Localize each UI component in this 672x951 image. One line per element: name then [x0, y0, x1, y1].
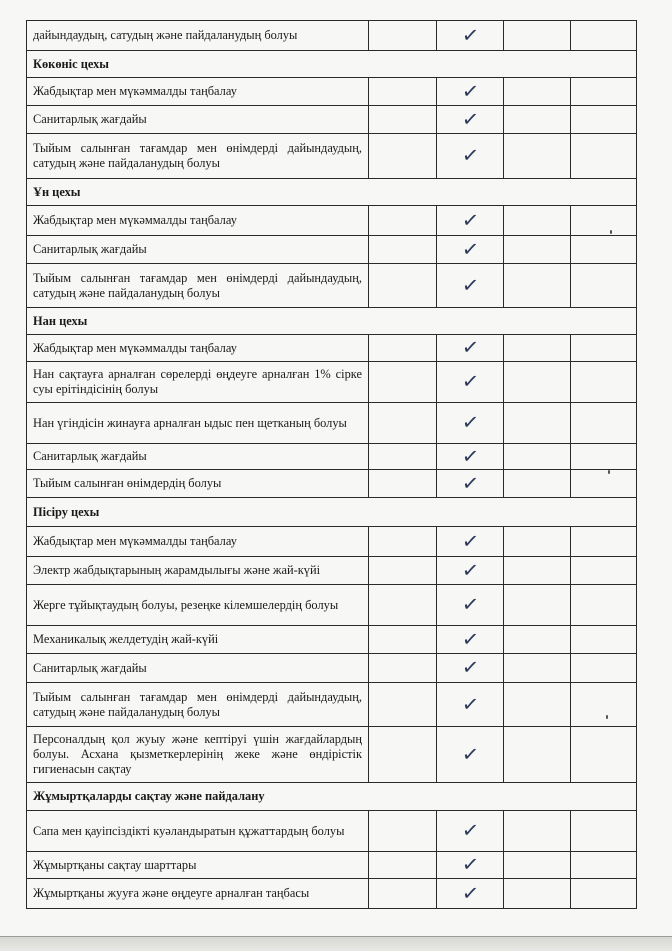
empty-cell [504, 78, 571, 106]
empty-cell [504, 527, 571, 557]
handwritten-checkmark-icon: ✓ [460, 206, 480, 233]
checklist-row [27, 811, 637, 852]
empty-cell [369, 727, 437, 783]
handwritten-checkmark-icon: ✓ [460, 334, 480, 360]
empty-cell [504, 264, 571, 308]
empty-cell [369, 403, 437, 444]
checklist-row [27, 106, 637, 134]
empty-cell [504, 683, 571, 727]
criterion-text: Тыйым салынған тағамдар мен өнімдерді дайындаудың, сатудың және пайдаланудың болуы [27, 134, 369, 179]
section-header-row [27, 179, 637, 206]
empty-cell [571, 264, 637, 308]
criterion-text: Жабдықтар мен мүкәммалды таңбалау [27, 527, 369, 557]
empty-cell [504, 585, 571, 626]
empty-cell [504, 727, 571, 783]
section-title: Көкөніс цехы [27, 51, 637, 78]
empty-cell [369, 106, 437, 134]
checklist-row [27, 335, 637, 362]
section-header-row [27, 51, 637, 78]
empty-cell [504, 106, 571, 134]
empty-cell [571, 879, 637, 909]
empty-cell [369, 444, 437, 470]
empty-cell [504, 626, 571, 654]
section-title: Ұн цехы [27, 179, 637, 206]
checklist-row [27, 21, 637, 51]
empty-cell [504, 206, 571, 236]
handwritten-checkmark-icon: ✓ [460, 527, 480, 554]
criterion-text: Жұмыртқаны сақтау шарттары [27, 852, 369, 879]
empty-cell [369, 585, 437, 626]
empty-cell [571, 236, 637, 264]
empty-cell [504, 403, 571, 444]
inspection-checklist-table [26, 20, 637, 909]
empty-cell [571, 727, 637, 783]
scan-speck [610, 230, 612, 234]
handwritten-checkmark-icon: ✓ [460, 235, 480, 262]
compliance-mark-cell [437, 134, 504, 179]
compliance-mark-cell [437, 236, 504, 264]
compliance-mark-cell [437, 585, 504, 626]
handwritten-checkmark-icon: ✓ [460, 690, 480, 717]
criterion-text: Санитарлық жағдайы [27, 106, 369, 134]
empty-cell [369, 134, 437, 179]
checklist-row [27, 879, 637, 909]
empty-cell [571, 811, 637, 852]
handwritten-checkmark-icon: ✓ [460, 556, 480, 583]
checklist-row [27, 206, 637, 236]
empty-cell [504, 557, 571, 585]
checklist-row [27, 236, 637, 264]
handwritten-checkmark-icon: ✓ [460, 817, 480, 843]
criterion-text: Жұмыртқаны жууға және өңдеуге арналған таңбасы [27, 879, 369, 909]
compliance-mark-cell [437, 879, 504, 909]
criterion-text: Персоналдың қол жуыу және кептіруі үшін жағдайлардың болуы. Асхана қызметкерлерінің жеке және өндірістік гигиенасын сақтау [27, 727, 369, 783]
checklist-row [27, 654, 637, 683]
empty-cell [571, 335, 637, 362]
scan-speck [606, 715, 608, 719]
empty-cell [369, 811, 437, 852]
scan-speck [608, 470, 610, 474]
compliance-mark-cell [437, 78, 504, 106]
compliance-mark-cell [437, 626, 504, 654]
section-title: Жұмыртқаларды сақтау және пайдалану [27, 783, 637, 811]
criterion-text: Санитарлық жағдайы [27, 654, 369, 683]
empty-cell [571, 134, 637, 179]
empty-cell [504, 811, 571, 852]
empty-cell [504, 879, 571, 909]
section-header-row [27, 308, 637, 335]
handwritten-checkmark-icon: ✓ [460, 851, 480, 877]
criterion-text: Тыйым салынған тағамдар мен өнімдерді дайындаудың, сатудың және пайдаланудың болуы [27, 264, 369, 308]
compliance-mark-cell [437, 444, 504, 470]
criterion-text: Нан үгіндісін жинауға арналған ыдыс пен щетканың болуы [27, 403, 369, 444]
handwritten-checkmark-icon: ✓ [460, 271, 480, 298]
empty-cell [504, 362, 571, 403]
compliance-mark-cell [437, 654, 504, 683]
checklist-row [27, 134, 637, 179]
handwritten-checkmark-icon: ✓ [460, 879, 480, 906]
empty-cell [369, 852, 437, 879]
checklist-row [27, 444, 637, 470]
handwritten-checkmark-icon: ✓ [460, 21, 480, 48]
empty-cell [369, 654, 437, 683]
empty-cell [369, 683, 437, 727]
checklist-row [27, 852, 637, 879]
empty-cell [571, 585, 637, 626]
criterion-text: Сапа мен қауіпсіздікті куәландыратын құжаттардың болуы [27, 811, 369, 852]
criterion-text: Жабдықтар мен мүкәммалды таңбалау [27, 335, 369, 362]
checklist-row [27, 626, 637, 654]
empty-cell [369, 78, 437, 106]
checklist-row [27, 727, 637, 783]
empty-cell [369, 236, 437, 264]
empty-cell [369, 21, 437, 51]
compliance-mark-cell [437, 362, 504, 403]
compliance-mark-cell [437, 683, 504, 727]
checklist-row [27, 403, 637, 444]
empty-cell [571, 852, 637, 879]
checklist-row [27, 683, 637, 727]
empty-cell [369, 470, 437, 498]
criterion-text: Жабдықтар мен мүкәммалды таңбалау [27, 78, 369, 106]
section-header-row [27, 498, 637, 527]
compliance-mark-cell [437, 106, 504, 134]
section-header-row [27, 783, 637, 811]
handwritten-checkmark-icon: ✓ [460, 409, 480, 435]
handwritten-checkmark-icon: ✓ [460, 469, 480, 496]
empty-cell [571, 206, 637, 236]
compliance-mark-cell [437, 335, 504, 362]
checklist-row [27, 264, 637, 308]
criterion-text: Жерге тұйықтаудың болуы, резеңке кілемшелердің болуы [27, 585, 369, 626]
compliance-mark-cell [437, 852, 504, 879]
empty-cell [504, 852, 571, 879]
section-title: Нан цехы [27, 308, 637, 335]
empty-cell [504, 21, 571, 51]
handwritten-checkmark-icon: ✓ [460, 654, 480, 680]
compliance-mark-cell [437, 470, 504, 498]
section-title: Пісіру цехы [27, 498, 637, 527]
empty-cell [369, 362, 437, 403]
empty-cell [571, 106, 637, 134]
checklist-row [27, 362, 637, 403]
empty-cell [504, 236, 571, 264]
empty-cell [369, 879, 437, 909]
handwritten-checkmark-icon: ✓ [460, 368, 480, 394]
empty-cell [571, 626, 637, 654]
empty-cell [369, 626, 437, 654]
checklist-row [27, 470, 637, 498]
compliance-mark-cell [437, 206, 504, 236]
checklist-row [27, 585, 637, 626]
empty-cell [571, 557, 637, 585]
checklist-row [27, 78, 637, 106]
empty-cell [504, 335, 571, 362]
compliance-mark-cell [437, 811, 504, 852]
handwritten-checkmark-icon: ✓ [460, 105, 480, 132]
page-bottom-edge [0, 936, 672, 951]
empty-cell [504, 654, 571, 683]
empty-cell [571, 78, 637, 106]
compliance-mark-cell [437, 557, 504, 585]
handwritten-checkmark-icon: ✓ [460, 77, 480, 104]
criterion-text: Электр жабдықтарының жарамдылығы және жай-күйі [27, 557, 369, 585]
empty-cell [571, 362, 637, 403]
empty-cell [571, 444, 637, 470]
criterion-text: Санитарлық жағдайы [27, 444, 369, 470]
compliance-mark-cell [437, 21, 504, 51]
checklist-row [27, 527, 637, 557]
empty-cell [571, 654, 637, 683]
empty-cell [571, 403, 637, 444]
checklist-row [27, 557, 637, 585]
empty-cell [369, 335, 437, 362]
criterion-text: Жабдықтар мен мүкәммалды таңбалау [27, 206, 369, 236]
compliance-mark-cell [437, 527, 504, 557]
compliance-mark-cell [437, 264, 504, 308]
criterion-text: дайындаудың, сатудың және пайдаланудың болуы [27, 21, 369, 51]
compliance-mark-cell [437, 403, 504, 444]
empty-cell [571, 21, 637, 51]
empty-cell [369, 264, 437, 308]
empty-cell [504, 444, 571, 470]
handwritten-checkmark-icon: ✓ [460, 591, 480, 617]
handwritten-checkmark-icon: ✓ [460, 142, 480, 168]
empty-cell [571, 527, 637, 557]
empty-cell [369, 206, 437, 236]
empty-cell [369, 527, 437, 557]
empty-cell [504, 134, 571, 179]
compliance-mark-cell [437, 727, 504, 783]
criterion-text: Санитарлық жағдайы [27, 236, 369, 264]
empty-cell [504, 470, 571, 498]
handwritten-checkmark-icon: ✓ [460, 442, 480, 469]
handwritten-checkmark-icon: ✓ [460, 740, 480, 767]
criterion-text: Механикалық желдетудің жай-күйі [27, 626, 369, 654]
empty-cell [571, 683, 637, 727]
handwritten-checkmark-icon: ✓ [460, 625, 480, 652]
criterion-text: Тыйым салынған өнімдердің болуы [27, 470, 369, 498]
empty-cell [369, 557, 437, 585]
empty-cell [571, 470, 637, 498]
criterion-text: Тыйым салынған тағамдар мен өнімдерді дайындаудың, сатудың және пайдаланудың болуы [27, 683, 369, 727]
criterion-text: Нан сақтауға арналған сөрелерді өңдеуге арналған 1% сірке суы ерітіндісінің болуы [27, 362, 369, 403]
